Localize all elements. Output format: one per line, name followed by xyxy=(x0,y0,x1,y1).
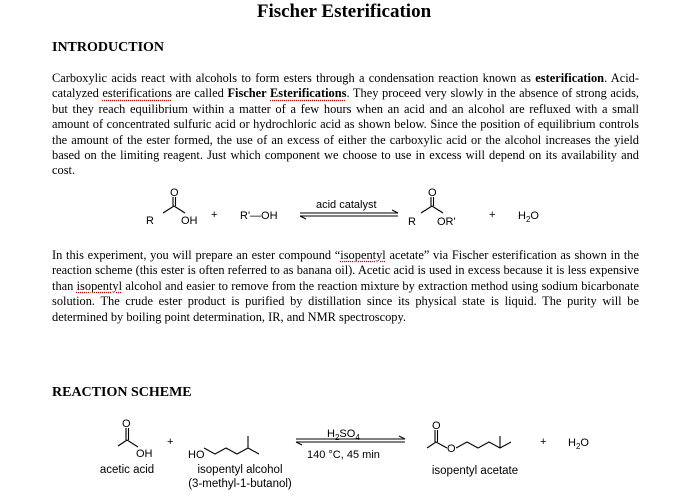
experiment-paragraph xyxy=(52,248,639,325)
plus-sign-2: + xyxy=(489,209,496,221)
intro-heading: INTRODUCTION xyxy=(52,40,165,55)
exp-isopentyl-2: isopentyl xyxy=(76,278,123,293)
conditions-label: 140 °C, 45 min xyxy=(307,449,380,461)
acid-r-label: R xyxy=(146,215,154,227)
isopentyl-acetate-structure xyxy=(427,430,511,448)
equilibrium-arrow-icon xyxy=(300,210,398,219)
exp-text-3: alcohol and easier to remove from the reaction mixture by extraction method using sodium bicarbonate solution. The crude ester product is purified by distillation since its physical state is liquid. The purity will be determined by boiling point determination, IR, and NMR spectroscopy. xyxy=(52,278,639,324)
intro-paragraph xyxy=(52,71,639,179)
label-isopentyl-alcohol: isopentyl alcohol xyxy=(197,464,283,476)
intro-bold-esterifications: Esterifications xyxy=(270,86,347,101)
ester-or-label: OR' xyxy=(437,216,456,228)
ester-structure xyxy=(421,197,443,213)
water-label: $H_2O$ xyxy=(518,210,539,224)
acetic-o-label: O xyxy=(122,418,131,430)
label-isopentyl-alcohol-iupac: (3-methyl-1-butanol) xyxy=(188,478,292,490)
exp-text-2: acetate” via Fischer esterification as shown in the reaction scheme (this ester is often referred to as banana oil). Acetic acid is used in excess because it is less expensive than xyxy=(52,248,639,293)
carboxylic-acid-structure xyxy=(163,197,185,213)
intro-bold-fischer: Fischer xyxy=(227,86,271,101)
plus-sign-1: + xyxy=(211,209,218,221)
plus-sign-4: + xyxy=(540,436,547,448)
intro-text-2: . Acid-catalyzed xyxy=(52,71,639,101)
alcohol-label: R'—OH xyxy=(240,210,278,222)
intro-text-3: are called xyxy=(171,86,228,101)
reaction-scheme-diagram xyxy=(0,412,688,464)
plus-sign-3: + xyxy=(167,436,174,448)
exp-text-1: In this experiment, you will prepare an ester compound “ xyxy=(52,248,341,262)
intro-text-4: . They proceed very slowly in the absence of strong acids, but they reach equilibrium within a matter of a few hours when an acid and an alcohol are refluxed with a small amount of concentrated sulfuric acid or hydrochloric acid as shown below. Since the position of equilibrium controls the amount of the ester formed, the use of an excess of either the carboxylic acid or the alcohol increases the yield based on the limiting reagent. Just which component we choose to use in excess will depend on its availability and cost. xyxy=(52,86,639,178)
ester-o-label-2: O xyxy=(447,443,456,455)
water-label-2: $H_2O$ xyxy=(568,437,589,451)
acetic-acid-structure xyxy=(118,428,138,447)
reagent-label: $H_2SO_4$ xyxy=(327,428,360,442)
alcohol-ho-label: HO xyxy=(188,449,205,461)
acetic-oh-label: OH xyxy=(136,448,153,460)
ester-o-label: O xyxy=(428,188,437,199)
label-acetic-acid: acetic acid xyxy=(99,464,155,476)
general-reaction-diagram xyxy=(0,188,688,234)
acid-oh-label: OH xyxy=(181,215,198,227)
page-title: Fischer Esterification xyxy=(256,1,432,22)
reaction-scheme-heading: REACTION SCHEME xyxy=(52,385,192,400)
acid-o-label: O xyxy=(170,188,179,199)
catalyst-label: acid catalyst xyxy=(316,199,377,211)
intro-esterifications: esterifications xyxy=(102,86,172,101)
ester-r-label: R xyxy=(408,216,416,228)
isopentyl-alcohol-structure xyxy=(204,436,259,454)
exp-isopentyl-1: isopentyl xyxy=(340,248,386,262)
intro-bold-esterification: esterification xyxy=(535,71,605,85)
intro-text-1: Carboxylic acids react with alcohols to form esters through a condensation reaction known as xyxy=(52,71,536,85)
ester-carbonyl-o-label: O xyxy=(432,420,441,432)
label-isopentyl-acetate: isopentyl acetate xyxy=(431,465,519,477)
